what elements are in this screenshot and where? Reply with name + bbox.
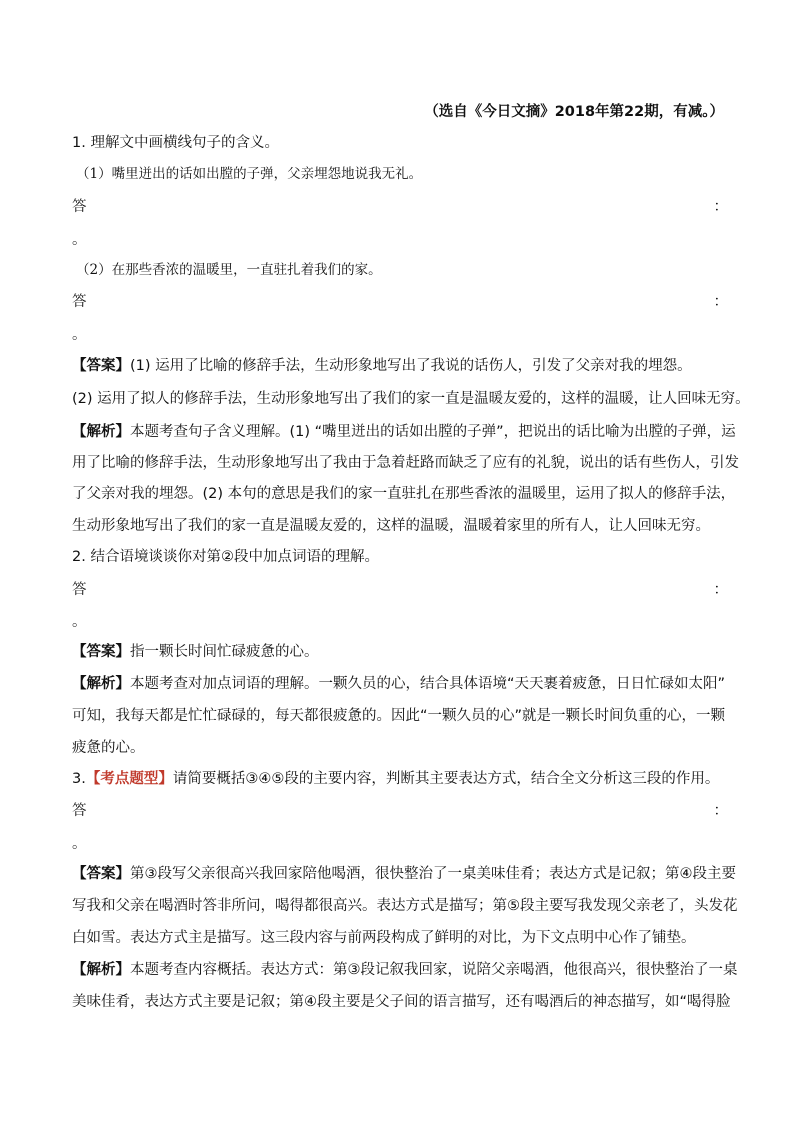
analysis-line: 生动形象地写出了我们的家一直是温暖友爱的，这样的温暖，温暖着家里的所有人，让人回味无穷。: [72, 518, 710, 534]
answer-row-q3: [72, 800, 728, 822]
question-3-text: 请简要概括③④⑤段的主要内容，判断其主要表达方式，结合全文分析这三段的作用。: [172, 771, 720, 787]
answer-line: [72, 863, 736, 885]
question-type-tag: 【考点题型】: [85, 771, 173, 787]
analysis-line: 了父亲对我的埋怨。(2) 本句的意思是我们的家一直驻扎在那些香浓的温暖里，运用了拟人的修辞手法，: [72, 486, 736, 502]
question-2-title: 2. 结合语境谈谈你对第②段中加点词语的理解。: [72, 549, 379, 565]
answer-row-q1-1: [72, 196, 728, 218]
answer-end-period: 。: [72, 836, 87, 852]
answer-colon: ：: [713, 803, 728, 819]
question-3-number: 3.: [72, 771, 86, 787]
question-3-title: [72, 768, 728, 790]
source-note: （选自《今日文摘》2018年第22期，有减。）: [424, 104, 724, 120]
analysis-text: 本题考查句子含义理解。(1) “嘴里迸出的话如出膛的子弹”，把说出的话比喻为出膛的子弹，运: [130, 424, 736, 440]
answer-tag: 【答案】: [72, 358, 130, 374]
answer-end-period: 。: [72, 327, 87, 343]
answer-row-q2: [72, 579, 728, 601]
answer-end-period: 。: [72, 614, 87, 630]
answer-prompt: 答: [72, 294, 87, 310]
answer-prompt: 答: [72, 803, 87, 819]
analysis-tag: 【解析】: [72, 424, 130, 440]
analysis-line: [72, 421, 736, 443]
answer-line: 白如雪。表达方式主是描写。这三段内容与前两段构成了鲜明的对比，为下文点明中心作了铺垫。: [72, 930, 696, 946]
answer-row-q1-2: [72, 291, 728, 313]
analysis-line: [72, 959, 738, 981]
analysis-tag: 【解析】: [72, 676, 130, 692]
answer-tag: 【答案】: [72, 644, 130, 660]
question-1-sub-1: （1）嘴里迸出的话如出膛的子弹，父亲埋怨地说我无礼。: [76, 166, 423, 182]
analysis-line: 用了比喻的修辞手法，生动形象地写出了我由于急着赶路而缺乏了应有的礼貌，说出的话有些伤人，引发: [72, 455, 739, 471]
answer-colon: ：: [713, 199, 728, 215]
analysis-text: 本题考查内容概括。表达方式：第③段记叙我回家，说陪父亲喝酒，他很高兴，很快整治了一桌: [130, 962, 738, 978]
answer-prompt: 答: [72, 582, 87, 598]
answer-colon: ：: [713, 294, 728, 310]
answer-tag: 【答案】: [72, 866, 130, 882]
answer-line: (2) 运用了拟人的修辞手法，生动形象地写出了我们的家一直是温暖友爱的，这样的温暖，让人回味无穷。: [72, 391, 750, 407]
question-1-title: 1. 理解文中画横线句子的含义。: [72, 135, 279, 151]
analysis-text: 本题考查对加点词语的理解。一颗久员的心，结合具体语境“天天裹着疲惫，日日忙碌如太阳”: [130, 676, 726, 692]
answer-line: 写我和父亲在喝酒时答非所问，喝得都很高兴。表达方式是描写；第⑤段主要写我发现父亲老了，头发花: [72, 898, 738, 914]
answer-line: [72, 355, 728, 377]
answer-line: [72, 641, 728, 663]
analysis-line: 美味佳肴，表达方式主要是记叙；第④段主要是父子间的语言描写，还有喝酒后的神态描写，如“喝得脸: [72, 994, 731, 1010]
analysis-line: 疲惫的心。: [72, 740, 145, 756]
answer-colon: ：: [713, 582, 728, 598]
analysis-line: [72, 673, 728, 695]
analysis-tag: 【解析】: [72, 962, 130, 978]
question-1-sub-2: （2）在那些香浓的温暖里，一直驻扎着我们的家。: [76, 262, 382, 278]
answer-text: (1) 运用了比喻的修辞手法，生动形象地写出了我说的话伤人，引发了父亲对我的埋怨。: [130, 358, 692, 374]
answer-text: 指一颗长时间忙碌疲惫的心。: [130, 644, 319, 660]
analysis-line: 可知，我每天都是忙忙碌碌的，每天都很疲惫的。因此“一颗久员的心”就是一颗长时间负重的心，一颗: [72, 708, 726, 724]
answer-end-period: 。: [72, 232, 87, 248]
answer-text: 第③段写父亲很高兴我回家陪他喝酒，很快整治了一桌美味佳肴；表达方式是记叙；第④段主要: [130, 866, 736, 882]
answer-prompt: 答: [72, 199, 87, 215]
